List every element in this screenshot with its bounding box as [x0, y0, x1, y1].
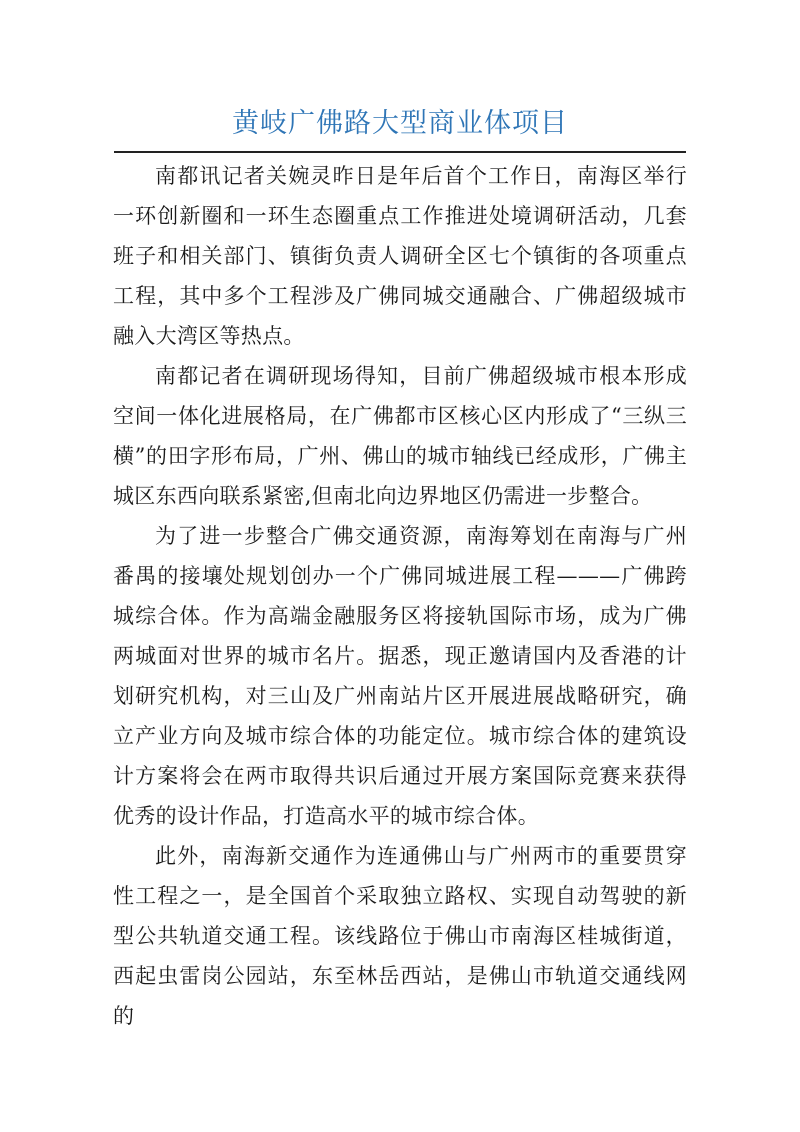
paragraph-3: 为了进一步整合广佛交通资源，南海筹划在南海与广州番禺的接壤处规划创办一个广佛同城进展工程———广佛跨城综合体。作为高端金融服务区将接轨国际市场，成为广佛两城面对世界的城市名片。据悉，现正邀请国内及香港的计划研究机构，对三山及广州南站片区开展进展战略研究，确立产业方向及城市综合体的功能定位。城市综合体的建筑设计方案将会在两市取得共识后通过开展方案国际竞赛来获得优秀的设计作品，打造高水平的城市综合体。 — [113, 524, 687, 828]
title-divider — [114, 151, 686, 153]
paragraph-1: 南都讯记者关婉灵昨日是年后首个工作日，南海区举行一环创新圈和一环生态圈重点工作推进处境调研活动，几套班子和相关部门、镇街负责人调研全区七个镇街的各项重点工程，其中多个工程涉及广佛同城交通融合、广佛超级城市融入大湾区等热点。 — [113, 164, 687, 348]
paragraph-4: 此外，南海新交通作为连通佛山与广州两市的重要贯穿性工程之一，是全国首个采取独立路权、实现自动驾驶的新型公共轨道交通工程。该线路位于佛山市南海区桂城街道，西起虫雷岗公园站，东至林岳西站，是佛山市轨道交通线网的 — [113, 844, 687, 1028]
paragraph-2: 南都记者在调研现场得知，目前广佛超级城市根本形成空间一体化进展格局，在广佛都市区核心区内形成了“三纵三横”的田字形布局，广州、佛山的城市轴线已经成形，广佛主城区东西向联系紧密,但南北向边界地区仍需进一步整合。 — [113, 364, 687, 508]
document-title: 黄岐广佛路大型商业体项目 — [232, 108, 568, 139]
document-body — [113, 156, 687, 1036]
